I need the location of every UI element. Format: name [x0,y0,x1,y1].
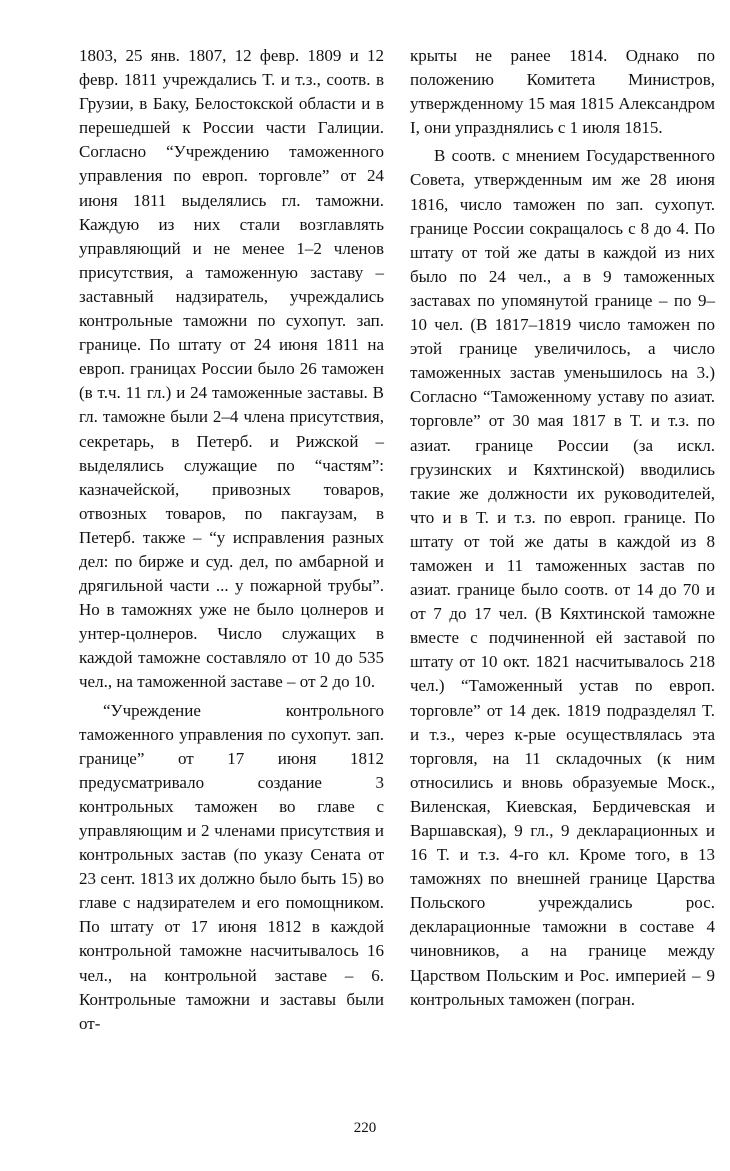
right-column [410,44,715,1012]
right-paragraph-1: крыты не ранее 1814. Однако по положению Комитета Министров, утвержденному 15 мая 1815 Александром I, они упразднялись с 1 июля 1815. [410,46,715,138]
left-paragraph-2: “Учреждение контрольного таможенного управления по сухопут. зап. границе” от 17 июня 1812 предусматривало создание 3 контрольных таможен во главе с управляющим и 2 членами присутствия и контрольных застав (по указу Сената от 23 сент. 1813 их должно было быть 15) во главе с надзирателем и его помощником. По штату от 17 июня 1812 в каждой контрольной таможне насчитывалось 16 чел., на контрольной заставе – 6. Контрольные таможни и заставы были от- [79,700,384,1033]
page-number: 220 [353,1120,377,1136]
right-paragraph-2: В соотв. с мнением Государственного Совета, утвержденным им же 28 июня 1816, число таможен по зап. сухопут. границе России сокращалось с 8 до 4. По штату от той же даты в каждой из них было по 24 чел., а в 9 таможенных заставах по упомянутой границе – по 9–10 чел. (В 1817–1819 число таможен по этой границе увеличилось, а число таможенных застав уменьшилось на 3.) Согласно “Таможенному уставу по азиат. торговле” от 30 мая 1817 в Т. и т.з. по азиат. границе России (за искл. грузинских и Кяхтинской) вводились такие же должности их руководителей, что и в Т. и т.з. по европ. границе. По штату от той же даты в каждой из 8 таможен и 11 таможенных застав по азиат. границе было соотв. от 14 до 70 и от 7 до 17 чел. (В Кяхтинской таможне вместе с подчиненной ей заставой по штату от 10 окт. 1821 насчитывалось 218 чел.) “Таможенный устав по европ. торговле” от 14 дек. 1819 подразделял Т. и т.з., через к-рые осуществлялась эта торговля, на 11 складочных (к ним относились и вновь образуемые Моск., Виленская, Киевская, Бердичевская и Варшавская), 9 гл., 9 декларационных и 16 Т. и т.з. 4-го кл. Кроме того, в 13 таможнях по внешней границе Царства Польского учреждались рос. декларационные таможни в составе 4 чиновников, а на границе между Царством Польским и Рос. империей – 9 контрольных таможен (погран. [410,146,715,1009]
left-column [79,44,384,1036]
left-paragraph-1: 1803, 25 янв. 1807, 12 февр. 1809 и 12 февр. 1811 учреждались Т. и т.з., соотв. в Грузии, в Баку, Белостокской области и в перешедшей к России части Галиции. Согласно “Учреждению таможенного управления по европ. торговле” от 24 июня 1811 выделялись гл. таможни. Каждую из них стали возглавлять управляющий и не менее 1–2 членов присутствия, а таможенную заставу – заставный надзиратель, учреждались контрольные таможни по сухопут. зап. границе. По штату от 24 июня 1811 на европ. границах России было 26 таможен (в т.ч. 11 гл.) и 24 таможенные заставы. В гл. таможне были 2–4 члена присутствия, секретарь, в Петерб. и Рижской – выделялись служащие по “частям”: казначейской, привозных товаров, отвозных товаров, по пакгаузам, в Петерб. также – “у исправления разных дел: по бирже и суд. дел, по амбарной и дрягильной части ... у пожарной трубы”. Но в таможнях уже не было цолнеров и унтер-цолнеров. Число служащих в каждой таможне составляло от 10 до 535 чел., на таможенной заставе – от 2 до 10. [79,46,384,692]
